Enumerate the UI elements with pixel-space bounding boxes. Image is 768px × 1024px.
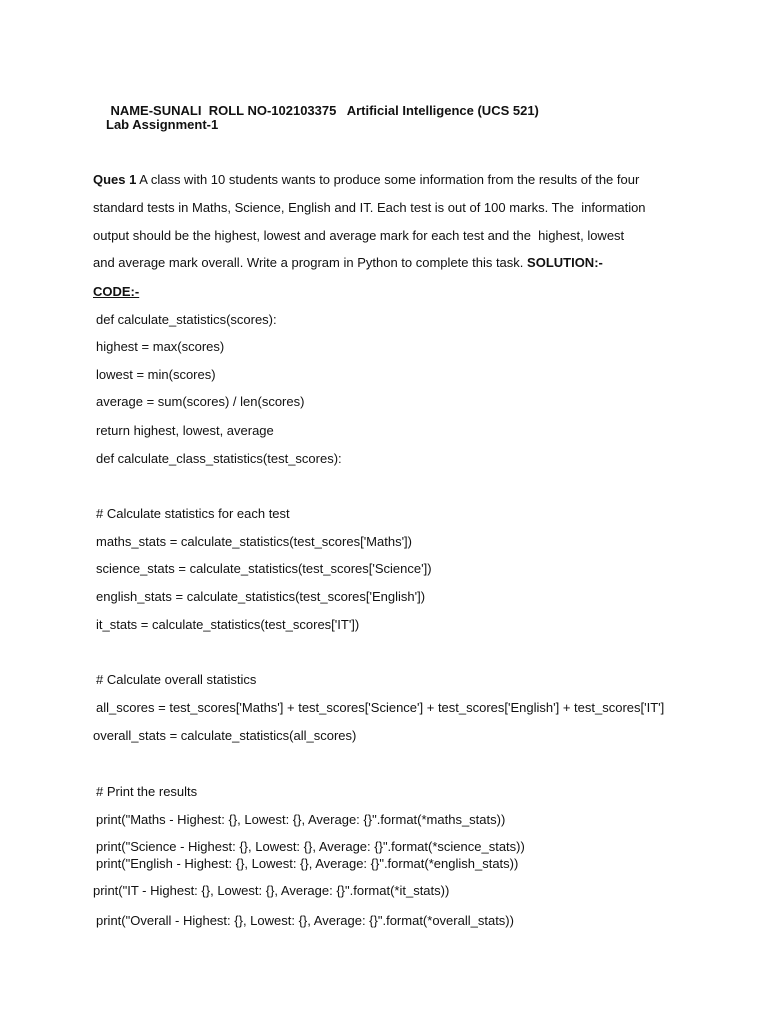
- code-line: overall_stats = calculate_statistics(all_scores): [93, 728, 357, 743]
- code-line: average = sum(scores) / len(scores): [96, 394, 305, 409]
- code-comment: # Calculate statistics for each test: [96, 506, 290, 521]
- question-text-4: and average mark overall. Write a program in Python to complete this task.: [93, 255, 524, 270]
- code-line: lowest = min(scores): [96, 367, 216, 382]
- code-line: highest = max(scores): [96, 339, 225, 354]
- code-line: print("Overall - Highest: {}, Lowest: {}, Average: {}".format(*overall_stats)): [96, 913, 514, 928]
- code-comment: # Calculate overall statistics: [96, 672, 257, 687]
- code-line: print("IT - Highest: {}, Lowest: {}, Average: {}".format(*it_stats)): [93, 883, 450, 898]
- code-line: it_stats = calculate_statistics(test_scores['IT']): [96, 617, 360, 632]
- code-line: print("Science - Highest: {}, Lowest: {}, Average: {}".format(*science_stats)): [96, 839, 525, 854]
- code-line: print("Maths - Highest: {}, Lowest: {}, Average: {}".format(*maths_stats)): [96, 812, 506, 827]
- question-line-2: standard tests in Maths, Science, English and IT. Each test is out of 100 marks. The information: [93, 200, 646, 215]
- code-heading: CODE:-: [93, 284, 140, 299]
- question-label: Ques 1: [93, 172, 137, 187]
- assignment-title: Lab Assignment-1: [106, 117, 219, 132]
- question-line-1: [93, 172, 639, 188]
- student-name: NAME-SUNALI: [110, 103, 202, 118]
- code-line: science_stats = calculate_statistics(test_scores['Science']): [96, 561, 432, 576]
- question-line-4: [93, 255, 603, 271]
- code-line: all_scores = test_scores['Maths'] + test_scores['Science'] + test_scores['English'] + test_scores['IT']: [96, 700, 665, 715]
- solution-label: SOLUTION:-: [527, 255, 603, 270]
- question-text-1: A class with 10 students wants to produce some information from the results of the four: [139, 172, 640, 187]
- question-line-3: output should be the highest, lowest and average mark for each test and the highest, lowest: [93, 228, 625, 243]
- code-line: def calculate_class_statistics(test_scores):: [96, 451, 342, 466]
- course-title: Artificial Intelligence (UCS 521): [346, 103, 539, 118]
- code-line: print("English - Highest: {}, Lowest: {}, Average: {}".format(*english_stats)): [96, 856, 519, 871]
- code-line: def calculate_statistics(scores):: [96, 312, 277, 327]
- code-comment: # Print the results: [96, 784, 198, 799]
- code-line: english_stats = calculate_statistics(test_scores['English']): [96, 589, 426, 604]
- code-line: return highest, lowest, average: [96, 423, 274, 438]
- roll-number: ROLL NO-102103375: [208, 103, 337, 118]
- code-line: maths_stats = calculate_statistics(test_scores['Maths']): [96, 534, 412, 549]
